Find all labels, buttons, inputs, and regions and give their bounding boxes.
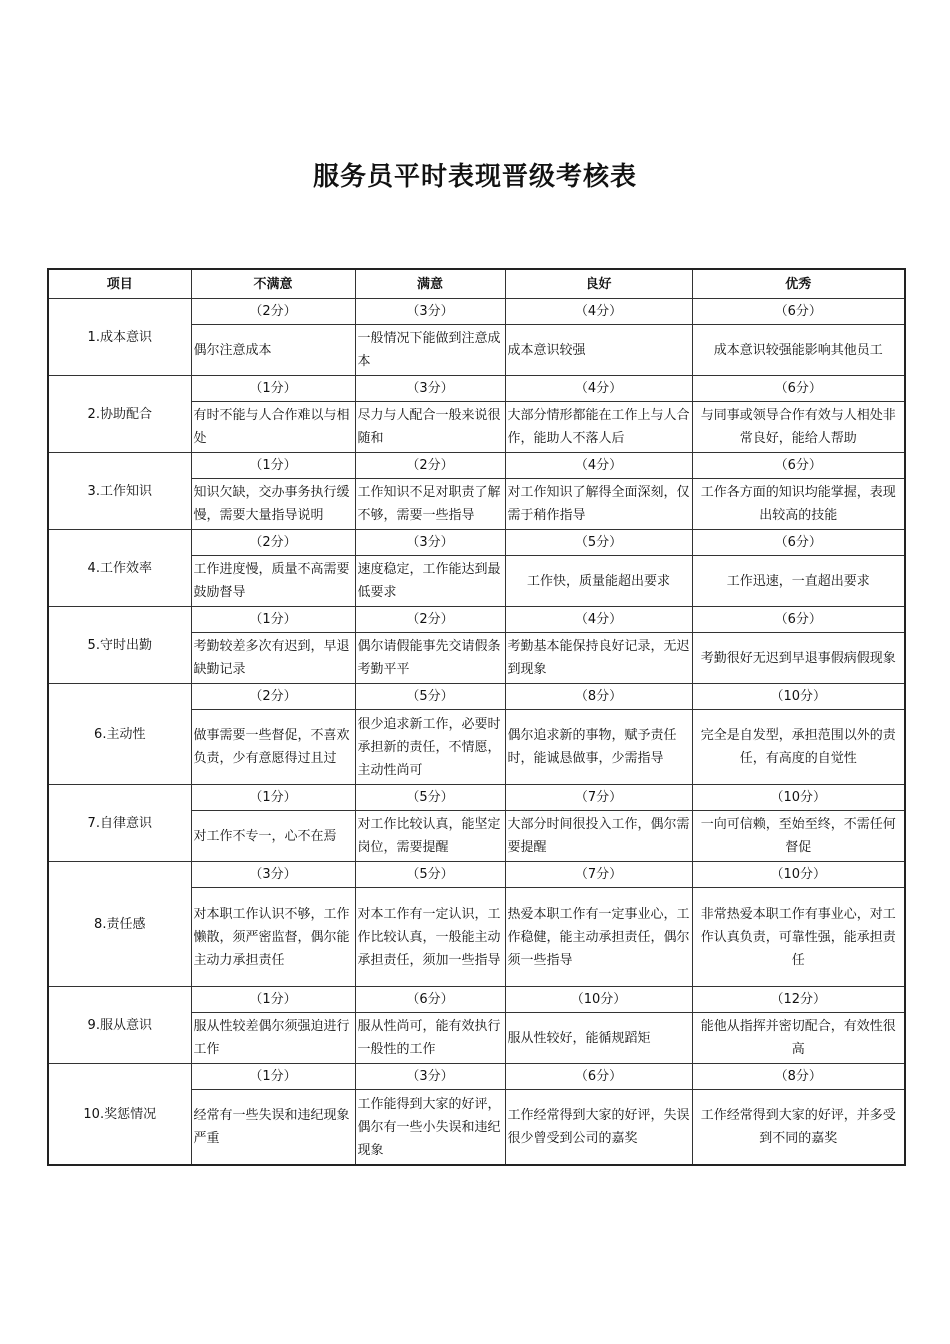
score-cell: （5分） [355, 862, 505, 888]
item-label: 6.主动性 [48, 684, 191, 785]
score-cell: （3分） [191, 862, 355, 888]
description-cell: 考勤很好无迟到早退事假病假现象 [692, 633, 905, 684]
description-cell: 服从性尚可，能有效执行一般性的工作 [355, 1013, 505, 1064]
score-cell: （6分） [692, 607, 905, 633]
description-cell: 热爱本职工作有一定事业心，工作稳健，能主动承担责任，偶尔须一些指导 [505, 888, 692, 987]
item-label: 8.责任感 [48, 862, 191, 987]
description-cell: 工作各方面的知识均能掌握，表现出较高的技能 [692, 479, 905, 530]
description-cell: 偶尔追求新的事物，赋予责任时，能诚恳做事，少需指导 [505, 710, 692, 785]
assessment-table [47, 268, 906, 1166]
table-body [48, 299, 905, 1166]
item-label: 4.工作效率 [48, 530, 191, 607]
description-cell: 服从性较好，能循规蹈矩 [505, 1013, 692, 1064]
table-row [48, 987, 905, 1013]
description-cell: 工作知识不足对职责了解不够，需要一些指导 [355, 479, 505, 530]
description-cell: 知识欠缺，交办事务执行缓慢，需要大量指导说明 [191, 479, 355, 530]
item-label: 2.协助配合 [48, 376, 191, 453]
description-cell: 成本意识较强 [505, 325, 692, 376]
score-cell: （2分） [355, 607, 505, 633]
description-cell: 工作快，质量能超出要求 [505, 556, 692, 607]
score-cell: （2分） [191, 684, 355, 710]
score-cell: （6分） [692, 530, 905, 556]
table-row [48, 453, 905, 479]
score-cell: （3分） [355, 376, 505, 402]
score-cell: （6分） [355, 987, 505, 1013]
score-cell: （2分） [191, 299, 355, 325]
description-cell: 很少追求新工作，必要时承担新的责任，不情愿，主动性尚可 [355, 710, 505, 785]
table-row [48, 607, 905, 633]
item-label: 7.自律意识 [48, 785, 191, 862]
score-cell: （1分） [191, 1064, 355, 1090]
score-cell: （1分） [191, 376, 355, 402]
description-cell: 能他从指挥并密切配合，有效性很高 [692, 1013, 905, 1064]
description-cell: 对本职工作认识不够，工作懒散，须严密监督，偶尔能主动力承担责任 [191, 888, 355, 987]
score-cell: （5分） [355, 684, 505, 710]
description-cell: 非常热爱本职工作有事业心，对工作认真负责，可靠性强，能承担责任 [692, 888, 905, 987]
table-row [48, 684, 905, 710]
score-cell: （4分） [505, 299, 692, 325]
description-cell: 工作经常得到大家的好评，并多受到不同的嘉奖 [692, 1090, 905, 1166]
score-cell: （1分） [191, 607, 355, 633]
score-cell: （1分） [191, 785, 355, 811]
item-label: 3.工作知识 [48, 453, 191, 530]
description-cell: 工作经常得到大家的好评，失误很少曾受到公司的嘉奖 [505, 1090, 692, 1166]
score-cell: （1分） [191, 453, 355, 479]
page-title: 服务员平时表现晋级考核表 [312, 162, 637, 192]
description-cell: 对工作不专一，心不在焉 [191, 811, 355, 862]
description-cell: 考勤基本能保持良好记录，无迟到现象 [505, 633, 692, 684]
description-cell: 经常有一些失误和违纪现象严重 [191, 1090, 355, 1166]
description-cell: 一般情况下能做到注意成本 [355, 325, 505, 376]
score-cell: （10分） [692, 785, 905, 811]
description-cell: 尽力与人配合一般来说很随和 [355, 402, 505, 453]
description-cell: 工作进度慢，质量不高需要鼓励督导 [191, 556, 355, 607]
score-cell: （4分） [505, 453, 692, 479]
description-cell: 工作能得到大家的好评，偶尔有一些小失误和违纪现象 [355, 1090, 505, 1166]
table-row [48, 376, 905, 402]
score-cell: （8分） [505, 684, 692, 710]
description-cell: 大部分时间很投入工作，偶尔需要提醒 [505, 811, 692, 862]
score-cell: （1分） [191, 987, 355, 1013]
score-cell: （7分） [505, 785, 692, 811]
table-row [48, 530, 905, 556]
score-cell: （12分） [692, 987, 905, 1013]
score-cell: （2分） [191, 530, 355, 556]
description-cell: 工作迅速，一直超出要求 [692, 556, 905, 607]
score-cell: （10分） [692, 684, 905, 710]
item-label: 1.成本意识 [48, 299, 191, 376]
score-cell: （4分） [505, 376, 692, 402]
score-cell: （8分） [692, 1064, 905, 1090]
table-row [48, 299, 905, 325]
description-cell: 对本工作有一定认识，工作比较认真，一般能主动承担责任，须加一些指导 [355, 888, 505, 987]
table-row [48, 785, 905, 811]
item-label: 9.服从意识 [48, 987, 191, 1064]
description-cell: 有时不能与人合作难以与相处 [191, 402, 355, 453]
score-cell: （3分） [355, 530, 505, 556]
score-cell: （4分） [505, 607, 692, 633]
header-item: 项目 [48, 269, 191, 299]
item-label: 10.奖惩情况 [48, 1064, 191, 1166]
table-row [48, 1064, 905, 1090]
score-cell: （5分） [355, 785, 505, 811]
item-label: 5.守时出勤 [48, 607, 191, 684]
description-cell: 对工作比较认真，能坚定岗位，需要提醒 [355, 811, 505, 862]
header-satisfied: 满意 [355, 269, 505, 299]
score-cell: （3分） [355, 1064, 505, 1090]
header-row [48, 269, 905, 299]
description-cell: 偶尔注意成本 [191, 325, 355, 376]
description-cell: 服从性较差偶尔须强迫进行工作 [191, 1013, 355, 1064]
description-cell: 对工作知识了解得全面深刻，仅需于稍作指导 [505, 479, 692, 530]
header-excellent: 优秀 [692, 269, 905, 299]
score-cell: （6分） [692, 453, 905, 479]
score-cell: （6分） [692, 299, 905, 325]
score-cell: （6分） [505, 1064, 692, 1090]
table-row [48, 862, 905, 888]
header-good: 良好 [505, 269, 692, 299]
score-cell: （7分） [505, 862, 692, 888]
description-cell: 大部分情形都能在工作上与人合作，能助人不落人后 [505, 402, 692, 453]
description-cell: 与同事或领导合作有效与人相处非常良好，能给人帮助 [692, 402, 905, 453]
description-cell: 做事需要一些督促，不喜欢负责，少有意愿得过且过 [191, 710, 355, 785]
score-cell: （2分） [355, 453, 505, 479]
score-cell: （10分） [692, 862, 905, 888]
description-cell: 速度稳定，工作能达到最低要求 [355, 556, 505, 607]
description-cell: 考勤较差多次有迟到，早退缺勤记录 [191, 633, 355, 684]
description-cell: 完全是自发型，承担范围以外的责任，有高度的自觉性 [692, 710, 905, 785]
score-cell: （3分） [355, 299, 505, 325]
header-unsatisfied: 不满意 [191, 269, 355, 299]
score-cell: （6分） [692, 376, 905, 402]
description-cell: 偶尔请假能事先交请假条考勤平平 [355, 633, 505, 684]
score-cell: （10分） [505, 987, 692, 1013]
description-cell: 成本意识较强能影响其他员工 [692, 325, 905, 376]
score-cell: （5分） [505, 530, 692, 556]
description-cell: 一向可信赖，至始至终，不需任何督促 [692, 811, 905, 862]
